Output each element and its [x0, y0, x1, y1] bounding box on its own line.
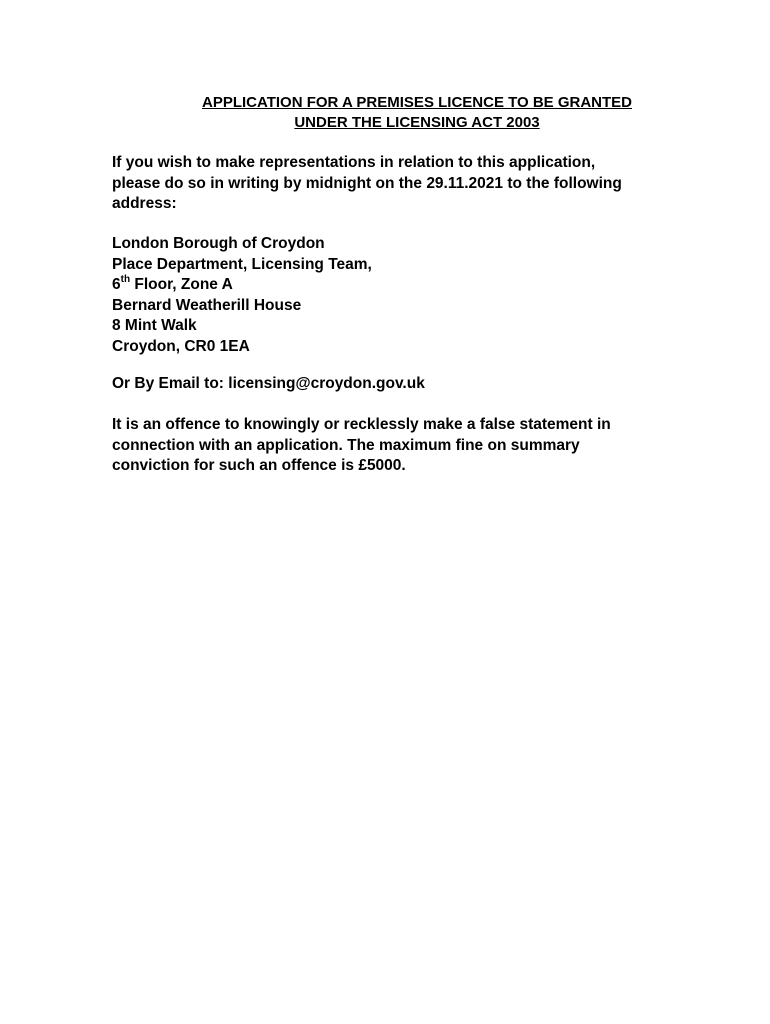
- floor-rest: Floor, Zone A: [130, 276, 233, 293]
- title-line-2: UNDER THE LICENSING ACT 2003: [294, 114, 540, 131]
- address-line-department: Place Department, Licensing Team,: [112, 255, 372, 273]
- warning-line: connection with an application. The maximum fine on summary: [112, 436, 580, 454]
- intro-line: If you wish to make representations in relation to this application,: [112, 154, 596, 171]
- address-line-postcode: Croydon, CR0 1EA: [112, 337, 250, 355]
- floor-number: 6: [112, 276, 121, 293]
- intro-line: please do so in writing by midnight on the 29.11.2021 to the following: [112, 174, 622, 192]
- address-line-floor: [112, 275, 712, 296]
- email-line: Or By Email to: licensing@croydon.gov.uk: [112, 375, 425, 392]
- email-paragraph: [112, 374, 712, 395]
- title-line-1: APPLICATION FOR A PREMISES LICENCE TO BE GRANTED: [201, 94, 633, 111]
- warning-line: It is an offence to knowingly or recklessly make a false statement in: [112, 416, 611, 433]
- intro-paragraph: [112, 153, 712, 215]
- address-line-council: London Borough of Croydon: [112, 235, 325, 252]
- offence-warning: [112, 415, 712, 477]
- floor-ordinal-suffix: th: [120, 273, 131, 285]
- intro-line: address:: [112, 195, 177, 212]
- address-line-street: 8 Mint Walk: [112, 317, 197, 334]
- document-title: [112, 93, 722, 133]
- address-line-building: Bernard Weatherill House: [112, 296, 302, 314]
- warning-line: conviction for such an offence is £5000.: [112, 457, 406, 474]
- postal-address: [112, 234, 712, 357]
